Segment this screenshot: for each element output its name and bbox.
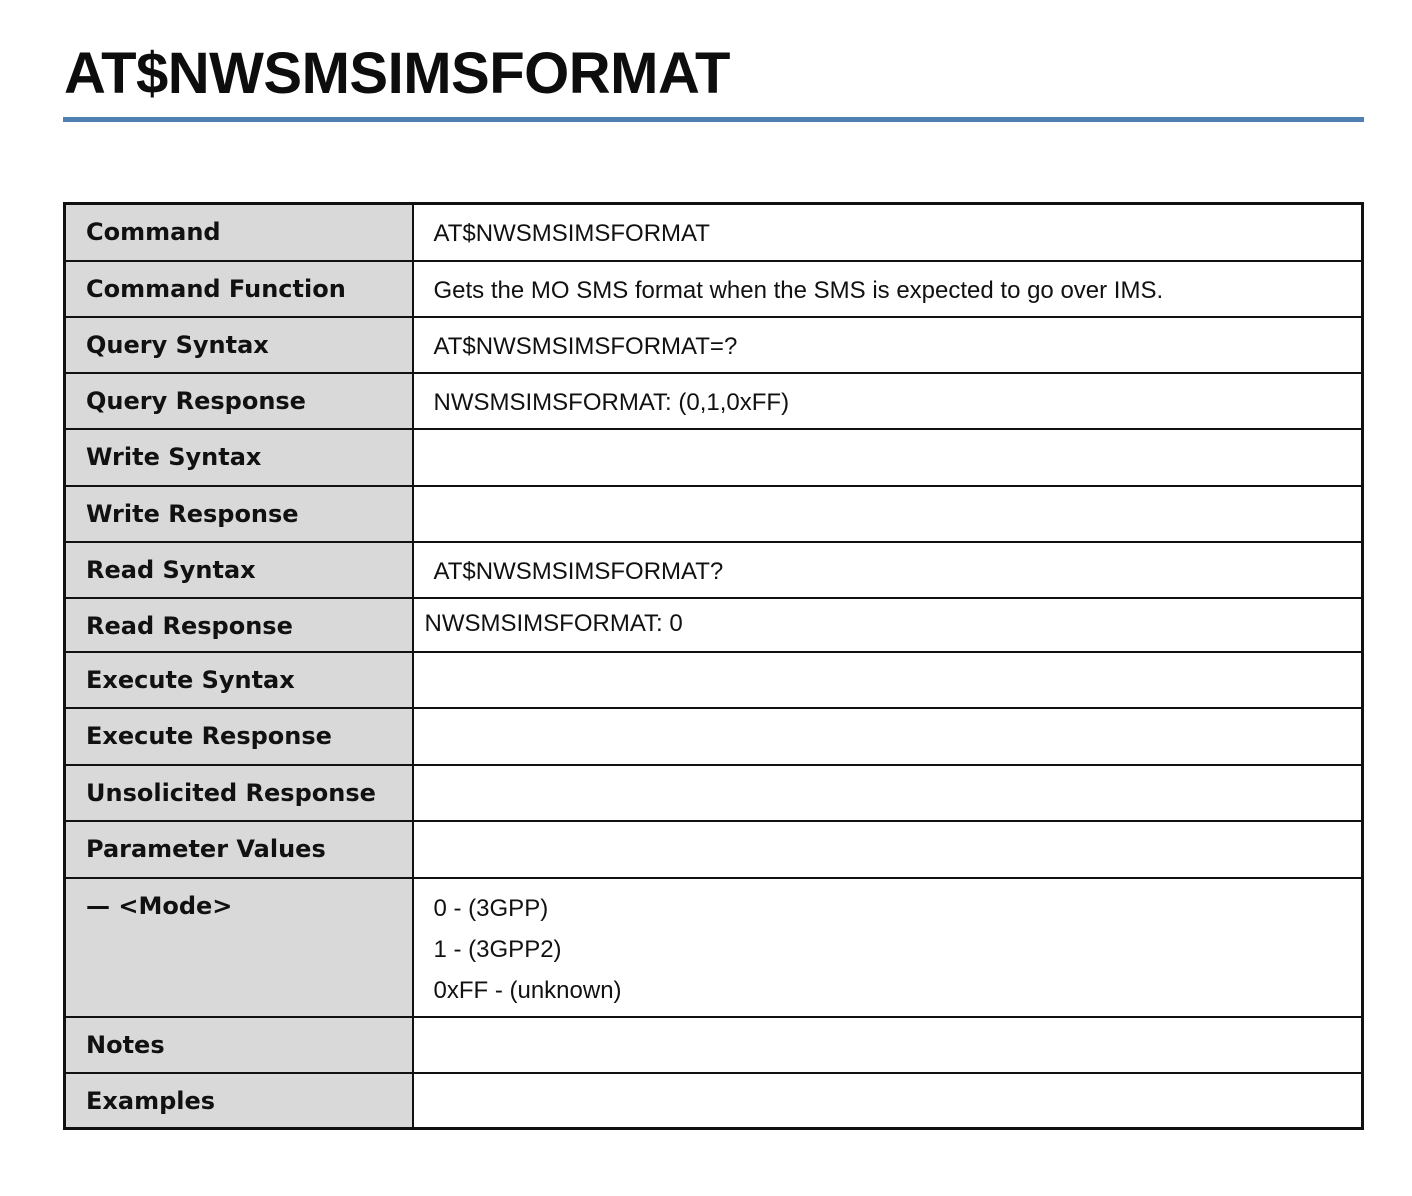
row-parameter-values <box>65 821 1363 878</box>
mode-value-3gpp2: 1 - (3GPP2) <box>433 935 562 963</box>
row-read-syntax <box>65 542 1363 598</box>
row-label: Write Syntax <box>65 429 413 486</box>
row-value: NWSMSIMSFORMAT: 0 <box>413 598 1363 652</box>
row-label: Write Response <box>65 486 413 542</box>
row-value <box>413 1073 1363 1129</box>
row-label: — <Mode> <box>65 878 413 1017</box>
row-label: Query Syntax <box>65 317 413 373</box>
page-title: AT$NWSMSIMSFORMAT <box>64 41 730 106</box>
row-notes <box>65 1017 1363 1073</box>
row-label: Parameter Values <box>65 821 413 878</box>
row-query-response <box>65 373 1363 429</box>
row-execute-response <box>65 708 1363 765</box>
row-examples <box>65 1073 1363 1129</box>
row-command <box>65 204 1363 261</box>
row-value: Gets the MO SMS format when the SMS is expected to go over IMS. <box>413 261 1363 317</box>
row-label: Query Response <box>65 373 413 429</box>
row-write-response <box>65 486 1363 542</box>
row-label: Command <box>65 204 413 261</box>
row-label: Read Syntax <box>65 542 413 598</box>
row-value <box>413 486 1363 542</box>
mode-value-unknown: 0xFF - (unknown) <box>433 976 622 1004</box>
mode-values <box>413 878 1363 1017</box>
row-command-function <box>65 261 1363 317</box>
row-unsolicited-response <box>65 765 1363 821</box>
row-value: AT$NWSMSIMSFORMAT? <box>413 542 1363 598</box>
mode-value-3gpp: 0 - (3GPP) <box>433 894 549 922</box>
row-label: Examples <box>65 1073 413 1129</box>
row-query-syntax <box>65 317 1363 373</box>
row-write-syntax <box>65 429 1363 486</box>
row-execute-syntax <box>65 652 1363 708</box>
row-value: AT$NWSMSIMSFORMAT=? <box>413 317 1363 373</box>
row-label: Execute Response <box>65 708 413 765</box>
row-label: Execute Syntax <box>65 652 413 708</box>
row-value <box>413 652 1363 708</box>
row-value <box>413 765 1363 821</box>
row-mode-parameter <box>65 878 1363 1017</box>
row-value: AT$NWSMSIMSFORMAT <box>413 204 1363 261</box>
row-value: NWSMSIMSFORMAT: (0,1,0xFF) <box>413 373 1363 429</box>
row-label: Read Response <box>65 598 413 652</box>
row-label: Unsolicited Response <box>65 765 413 821</box>
row-value <box>413 429 1363 486</box>
row-value <box>413 1017 1363 1073</box>
title-underline <box>63 117 1364 122</box>
row-label: Notes <box>65 1017 413 1073</box>
row-value <box>413 708 1363 765</box>
row-label: Command Function <box>65 261 413 317</box>
row-value <box>413 821 1363 878</box>
row-read-response <box>65 598 1363 652</box>
command-spec-table <box>63 202 1364 1130</box>
